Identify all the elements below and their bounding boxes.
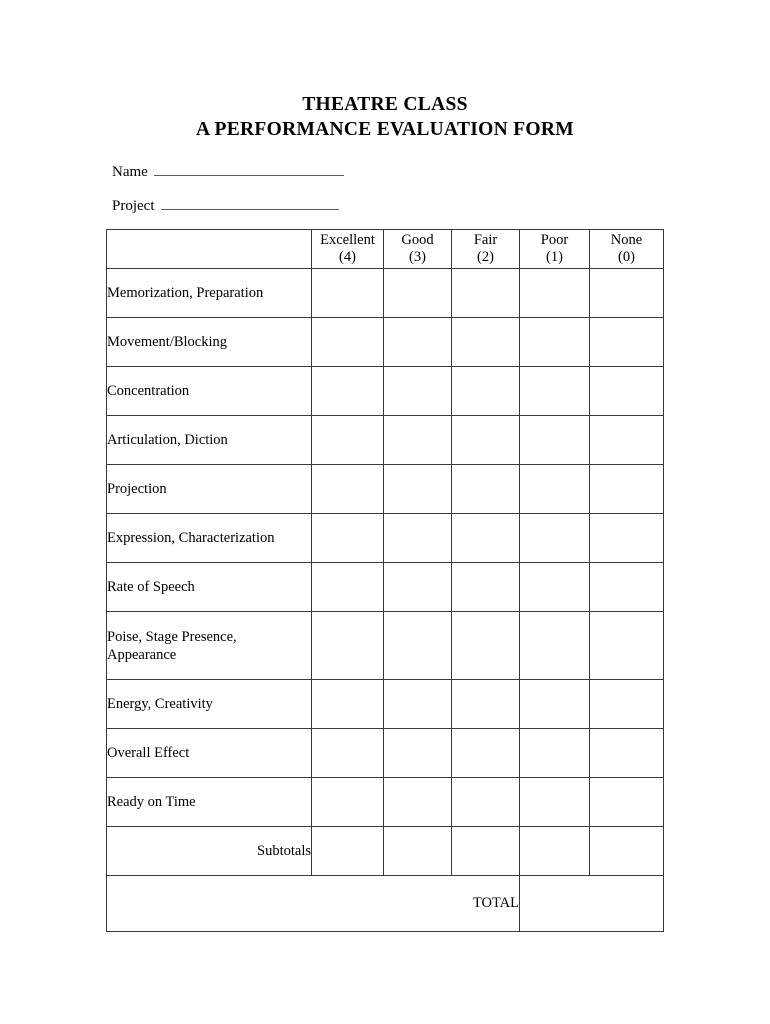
table-row bbox=[107, 778, 664, 827]
score-cell-none[interactable] bbox=[590, 729, 664, 778]
column-header-excellent-label: Excellent bbox=[320, 232, 375, 248]
project-input[interactable] bbox=[161, 195, 339, 210]
criterion-label bbox=[107, 778, 312, 827]
project-field-label: Project bbox=[112, 198, 155, 214]
score-cell-none[interactable] bbox=[590, 416, 664, 465]
score-cell-excellent[interactable] bbox=[312, 465, 384, 514]
criterion-label-line-1: Expression, Characterization bbox=[107, 530, 275, 546]
subtotal-cell-fair[interactable] bbox=[452, 827, 520, 876]
score-cell-fair[interactable] bbox=[452, 416, 520, 465]
score-cell-poor[interactable] bbox=[520, 465, 590, 514]
column-header-excellent bbox=[312, 230, 384, 269]
criterion-label bbox=[107, 563, 312, 612]
total-label: TOTAL bbox=[107, 876, 520, 932]
score-cell-excellent[interactable] bbox=[312, 269, 384, 318]
subtotals-row bbox=[107, 827, 664, 876]
score-cell-good[interactable] bbox=[384, 367, 452, 416]
column-header-poor-label: Poor bbox=[540, 232, 569, 248]
score-cell-good[interactable] bbox=[384, 514, 452, 563]
subtotals-label: Subtotals bbox=[107, 827, 312, 876]
criterion-label bbox=[107, 269, 312, 318]
score-cell-excellent[interactable] bbox=[312, 778, 384, 827]
table-row bbox=[107, 680, 664, 729]
total-row bbox=[107, 876, 664, 932]
table-row bbox=[107, 318, 664, 367]
subtotal-cell-poor[interactable] bbox=[520, 827, 590, 876]
criterion-label bbox=[107, 465, 312, 514]
criterion-label-line-1: Energy, Creativity bbox=[107, 696, 213, 712]
table-row bbox=[107, 367, 664, 416]
score-cell-fair[interactable] bbox=[452, 514, 520, 563]
name-field-row bbox=[112, 161, 344, 181]
column-header-poor-points: (1) bbox=[546, 249, 563, 265]
score-cell-excellent[interactable] bbox=[312, 729, 384, 778]
subtotal-cell-none[interactable] bbox=[590, 827, 664, 876]
criterion-label bbox=[107, 729, 312, 778]
score-cell-excellent[interactable] bbox=[312, 318, 384, 367]
table-row bbox=[107, 514, 664, 563]
score-cell-good[interactable] bbox=[384, 563, 452, 612]
criterion-column-header bbox=[107, 230, 312, 269]
column-header-excellent-points: (4) bbox=[339, 249, 356, 265]
score-cell-poor[interactable] bbox=[520, 318, 590, 367]
column-header-good-label: Good bbox=[401, 232, 434, 248]
score-cell-excellent[interactable] bbox=[312, 514, 384, 563]
table-row bbox=[107, 729, 664, 778]
score-cell-none[interactable] bbox=[590, 367, 664, 416]
score-cell-fair[interactable] bbox=[452, 680, 520, 729]
score-cell-none[interactable] bbox=[590, 318, 664, 367]
criterion-label bbox=[107, 416, 312, 465]
criterion-label-line-1: Ready on Time bbox=[107, 794, 196, 810]
score-cell-fair[interactable] bbox=[452, 729, 520, 778]
score-cell-poor[interactable] bbox=[520, 729, 590, 778]
score-cell-excellent[interactable] bbox=[312, 367, 384, 416]
score-cell-poor[interactable] bbox=[520, 367, 590, 416]
table-row bbox=[107, 465, 664, 514]
table-row bbox=[107, 416, 664, 465]
criterion-label bbox=[107, 514, 312, 563]
score-cell-fair[interactable] bbox=[452, 612, 520, 680]
table-row bbox=[107, 563, 664, 612]
score-cell-fair[interactable] bbox=[452, 269, 520, 318]
score-cell-fair[interactable] bbox=[452, 465, 520, 514]
criterion-label-line-1: Articulation, Diction bbox=[107, 432, 228, 448]
criterion-label-line-1: Projection bbox=[107, 481, 167, 497]
criterion-label bbox=[107, 367, 312, 416]
score-cell-none[interactable] bbox=[590, 778, 664, 827]
column-header-fair-points: (2) bbox=[477, 249, 494, 265]
score-cell-poor[interactable] bbox=[520, 514, 590, 563]
criterion-label bbox=[107, 680, 312, 729]
score-cell-none[interactable] bbox=[590, 514, 664, 563]
column-header-none-points: (0) bbox=[618, 249, 635, 265]
title-line-2: A PERFORMANCE EVALUATION FORM bbox=[196, 119, 574, 140]
column-header-good bbox=[384, 230, 452, 269]
score-cell-poor[interactable] bbox=[520, 563, 590, 612]
criterion-label-line-1: Memorization, Preparation bbox=[107, 285, 264, 301]
column-header-poor bbox=[520, 230, 590, 269]
table-row bbox=[107, 269, 664, 318]
table-row bbox=[107, 612, 664, 680]
score-cell-poor[interactable] bbox=[520, 269, 590, 318]
criterion-label-line-1: Overall Effect bbox=[107, 745, 190, 761]
name-input[interactable] bbox=[154, 161, 344, 176]
criterion-label-line-1: Rate of Speech bbox=[107, 579, 195, 595]
criterion-label bbox=[107, 612, 312, 680]
column-header-none-label: None bbox=[610, 232, 643, 248]
score-cell-none[interactable] bbox=[590, 612, 664, 680]
score-cell-good[interactable] bbox=[384, 778, 452, 827]
title-line-1: THEATRE CLASS bbox=[302, 94, 468, 115]
score-cell-none[interactable] bbox=[590, 465, 664, 514]
column-header-fair bbox=[452, 230, 520, 269]
score-cell-good[interactable] bbox=[384, 465, 452, 514]
score-cell-poor[interactable] bbox=[520, 416, 590, 465]
project-field-row bbox=[112, 195, 339, 215]
score-cell-excellent[interactable] bbox=[312, 680, 384, 729]
score-cell-fair[interactable] bbox=[452, 367, 520, 416]
score-cell-fair[interactable] bbox=[452, 318, 520, 367]
score-cell-good[interactable] bbox=[384, 729, 452, 778]
score-cell-poor[interactable] bbox=[520, 680, 590, 729]
subtotal-cell-good[interactable] bbox=[384, 827, 452, 876]
score-cell-none[interactable] bbox=[590, 563, 664, 612]
name-field-label: Name bbox=[112, 164, 148, 180]
score-cell-excellent[interactable] bbox=[312, 563, 384, 612]
score-cell-poor[interactable] bbox=[520, 778, 590, 827]
score-cell-excellent[interactable] bbox=[312, 612, 384, 680]
score-cell-good[interactable] bbox=[384, 680, 452, 729]
page-title bbox=[0, 92, 770, 142]
column-header-none bbox=[590, 230, 664, 269]
criterion-label-line-1: Poise, Stage Presence, bbox=[107, 628, 237, 645]
subtotal-cell-excellent[interactable] bbox=[312, 827, 384, 876]
column-header-good-points: (3) bbox=[409, 249, 426, 265]
score-cell-good[interactable] bbox=[384, 612, 452, 680]
criterion-label-line-1: Movement/Blocking bbox=[107, 334, 228, 350]
score-cell-poor[interactable] bbox=[520, 612, 590, 680]
criterion-label bbox=[107, 318, 312, 367]
score-cell-good[interactable] bbox=[384, 269, 452, 318]
score-cell-fair[interactable] bbox=[452, 778, 520, 827]
score-cell-good[interactable] bbox=[384, 416, 452, 465]
evaluation-table bbox=[106, 229, 664, 932]
column-header-fair-label: Fair bbox=[473, 232, 498, 248]
criterion-label-line-1: Concentration bbox=[107, 383, 190, 399]
score-cell-fair[interactable] bbox=[452, 563, 520, 612]
score-cell-none[interactable] bbox=[590, 680, 664, 729]
score-cell-excellent[interactable] bbox=[312, 416, 384, 465]
score-cell-none[interactable] bbox=[590, 269, 664, 318]
table-header-row bbox=[107, 230, 664, 269]
score-cell-good[interactable] bbox=[384, 318, 452, 367]
criterion-label-line-2: Appearance bbox=[107, 646, 177, 663]
total-value-cell[interactable] bbox=[520, 876, 664, 932]
